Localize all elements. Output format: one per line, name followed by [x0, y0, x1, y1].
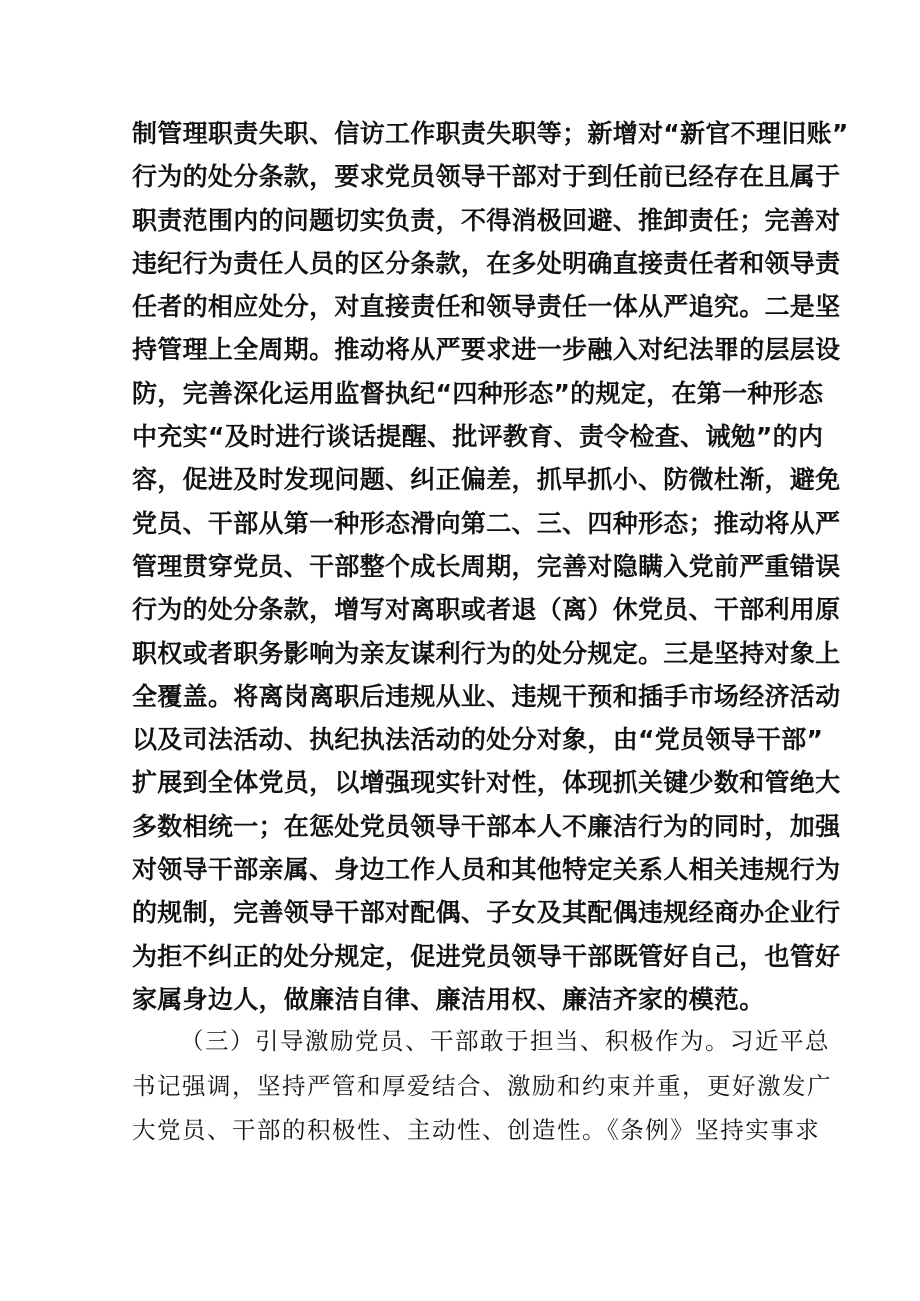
text-line: 职责范围内的问题切实负责，不得消极回避、推卸责任；完善对 — [132, 205, 841, 235]
text-line: 中充实“及时进行谈话提醒、批评教育、责令检查、诫勉”的内 — [132, 422, 824, 452]
paragraph-discipline-scope — [132, 112, 849, 1021]
section-heading-line: （三）引导激励党员、干部敢于担当、积极作为。习近平总 — [180, 1027, 830, 1055]
text-line: 行为的处分条款，要求党员领导干部对于到任前已经存在且属于 — [132, 162, 841, 192]
text-line: 全覆盖。将离岗离职后违规从业、违规干预和插手市场经济活动 — [132, 681, 841, 711]
text-line: 书记强调，坚持严管和厚爱结合、激励和约束并重，更好激发广 — [132, 1071, 832, 1100]
text-line: 管理贯穿党员、干部整个成长周期，完善对隐瞒入党前严重错误 — [132, 551, 841, 581]
paragraph-section-three — [132, 1019, 832, 1153]
text-line: 任者的相应处分，对直接责任和领导责任一体从严追究。二是坚 — [132, 292, 841, 322]
text-line: 党员、干部从第一种形态滑向第二、三、四种形态；推动将从严 — [132, 508, 841, 538]
text-line: 以及司法活动、执纪执法活动的处分对象，由“党员领导干部” — [132, 725, 824, 755]
text-line: 的规制，完善领导干部对配偶、子女及其配偶违规经商办企业行 — [132, 898, 841, 928]
text-line: 大党员、干部的积极性、主动性、创造性。《条例》坚持实事求 — [132, 1116, 821, 1144]
text-line: 持管理上全周期。推动将从严要求进一步融入对纪法罪的层层设 — [132, 335, 841, 365]
text-line: 家属身边人，做廉洁自律、廉洁用权、廉洁齐家的模范。 — [132, 984, 765, 1014]
text-line: 制管理职责失职、信访工作职责失职等；新增对“新官不理旧账” — [132, 119, 849, 148]
text-line: 防，完善深化运用监督执纪“四种形态”的规定，在第一种形态 — [132, 378, 824, 408]
text-line: 违纪行为责任人员的区分条款，在多处明确直接责任者和领导责 — [132, 248, 841, 278]
text-line: 职权或者职务影响为亲友谋利行为的处分规定。三是坚持对象上 — [132, 638, 841, 668]
text-line: 多数相统一；在惩处党员领导干部本人不廉洁行为的同时，加强 — [132, 811, 841, 841]
text-line: 为拒不纠正的处分规定，促进党员领导干部既管好自己，也管好 — [132, 941, 841, 971]
text-line: 行为的处分条款，增写对离职或者退（离）休党员、干部利用原 — [132, 595, 841, 625]
text-line: 容，促进及时发现问题、纠正偏差，抓早抓小、防微杜渐，避免 — [132, 465, 841, 495]
text-line: 扩展到全体党员，以增强现实针对性，体现抓关键少数和管绝大 — [132, 768, 841, 798]
text-line: 对领导干部亲属、身边工作人员和其他特定关系人相关违规行为 — [132, 855, 841, 885]
